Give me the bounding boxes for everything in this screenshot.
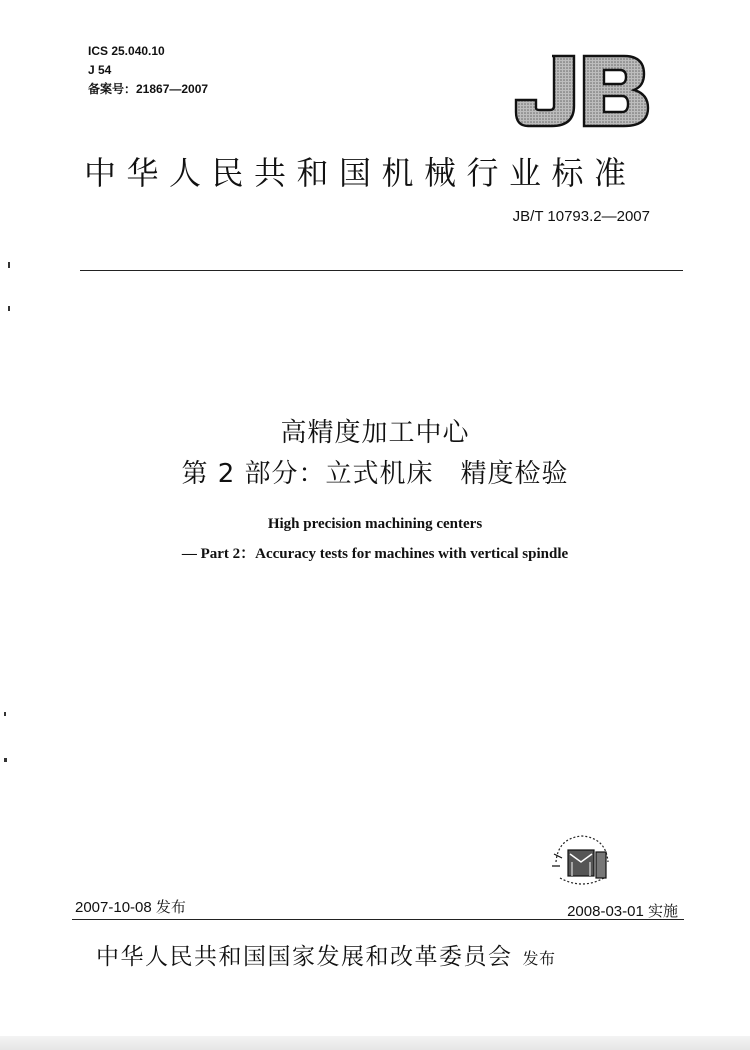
en-title-line1: High precision machining centers [267,516,483,532]
cn-title-line1: 高精度加工中心 [280,418,470,448]
scan-mark [8,262,10,268]
standard-title: 中华人民共和国机械行业标准 [84,154,637,192]
issue-date: 2007-10-08 发布 [75,899,186,916]
en-title-line2: — Part 2：Accuracy tests for machines with vertical spindle [181,546,569,562]
cn-title-line2: 第 2 部分：立式机床 精度检验 [181,459,569,489]
filing-number: 备案号：21867—2007 [88,82,209,96]
header-divider [80,270,683,271]
publisher-name: 中华人民共和国国家发展和改革委员会 [96,944,513,970]
ics-code: ICS 25.040.10 [88,44,165,58]
jb-logo-icon [512,52,652,132]
scan-mark [4,712,6,716]
classification-code: J 54 [88,63,112,77]
scan-mark [4,758,7,762]
header-codes [88,42,208,99]
publisher-suffix: 发布 [522,949,556,968]
standard-number: JB/T 10793.2—2007 [512,208,650,225]
effective-date: 2008-03-01 实施 [567,903,678,920]
page-edge [0,1036,750,1050]
publisher-seal-icon [548,832,616,892]
scan-mark [8,306,10,311]
footer-divider [72,919,684,920]
publisher [96,938,556,971]
